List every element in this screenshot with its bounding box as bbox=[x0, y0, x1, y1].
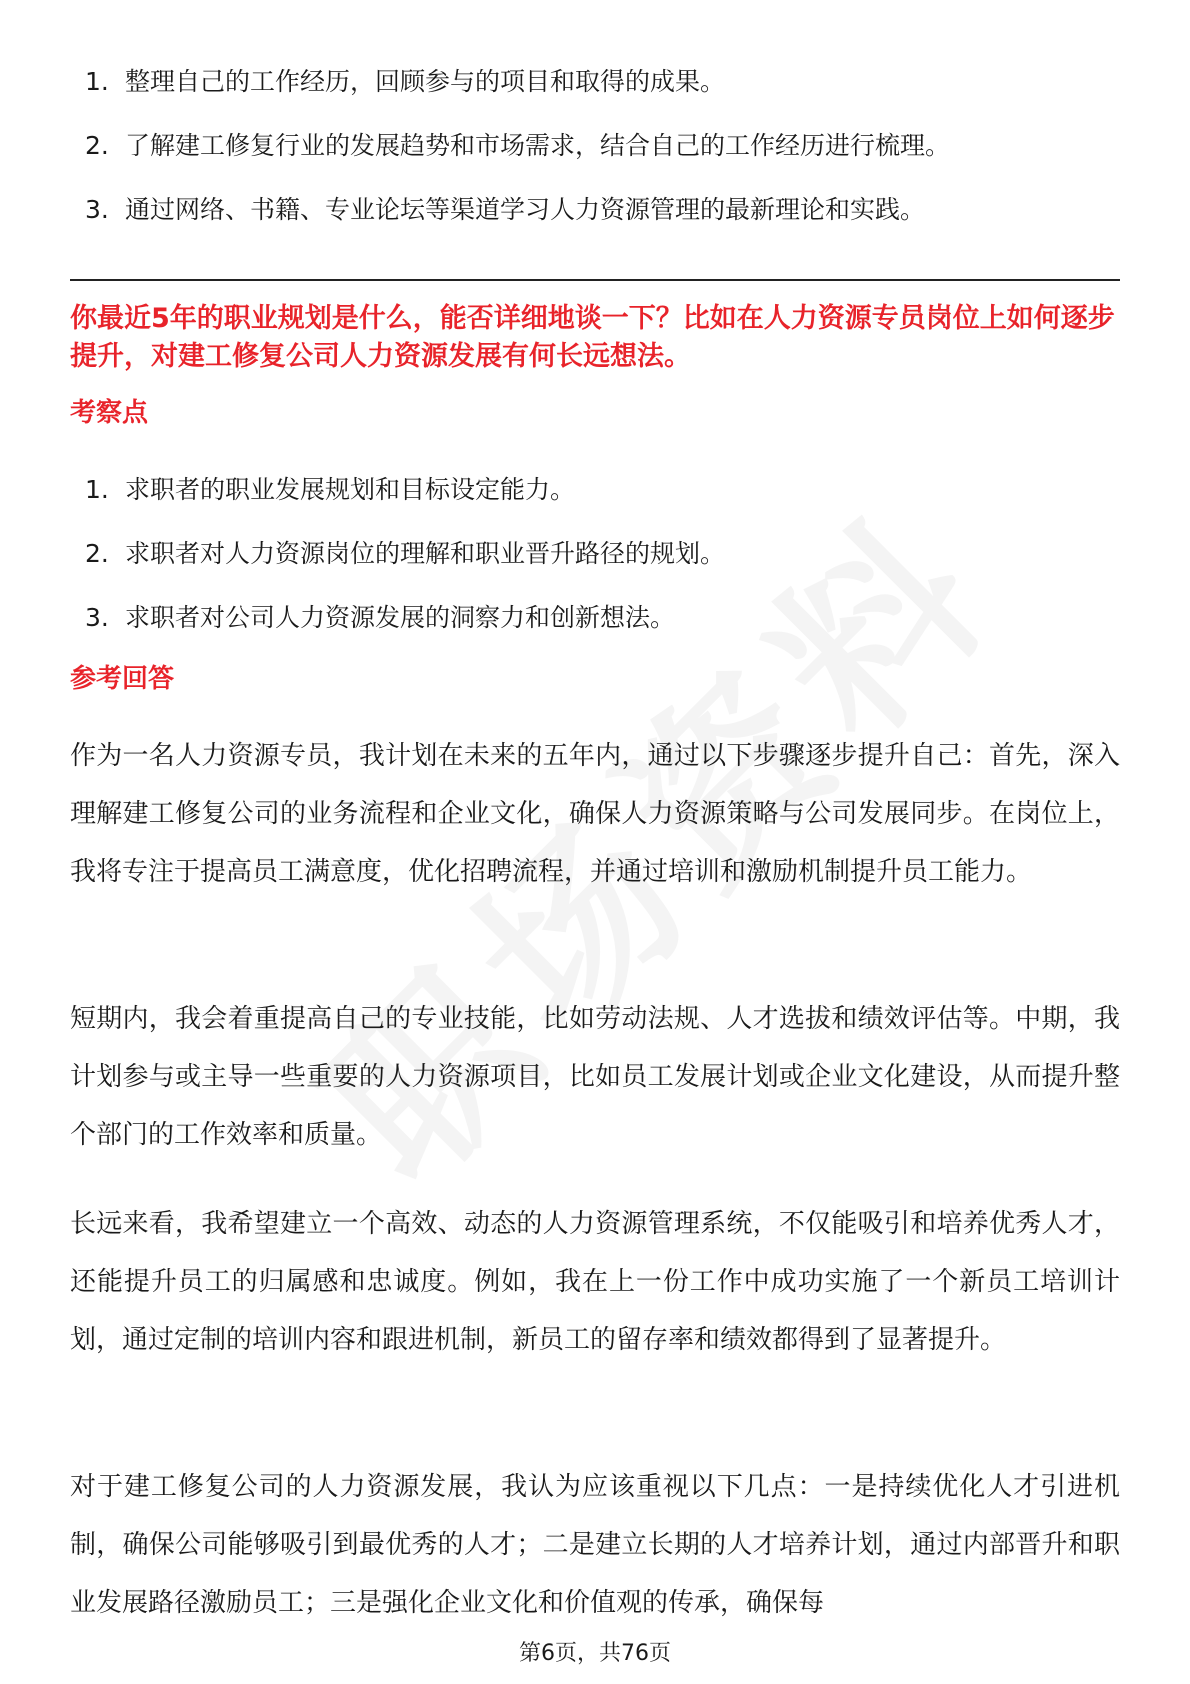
list-number: 1. bbox=[85, 67, 109, 96]
list-number: 1. bbox=[85, 475, 109, 504]
list-number: 2. bbox=[85, 131, 109, 160]
list-item bbox=[85, 130, 950, 194]
list-text: 求职者对公司人力资源发展的洞察力和创新想法。 bbox=[125, 603, 676, 632]
list-number: 3. bbox=[85, 603, 109, 632]
page-number: 第6页，共76页 bbox=[519, 1641, 671, 1666]
list-item bbox=[85, 538, 725, 602]
examine-list bbox=[85, 474, 725, 666]
list-item bbox=[85, 602, 725, 666]
answer-paragraph: 长远来看，我希望建立一个高效、动态的人力资源管理系统，不仅能吸引和培养优秀人才，还能提升员工的归属感和忠诚度。例如，我在上一份工作中成功实施了一个新员工培训计划，通过定制的培训内容和跟进机制，新员工的留存率和绩效都得到了显著提升。 bbox=[70, 1209, 1120, 1355]
list-text: 整理自己的工作经历，回顾参与的项目和取得的成果。 bbox=[125, 67, 726, 96]
list-text: 求职者的职业发展规划和目标设定能力。 bbox=[125, 475, 576, 504]
answer-paragraph: 作为一名人力资源专员，我计划在未来的五年内，通过以下步骤逐步提升自己：首先，深入理解建工修复公司的业务流程和企业文化，确保人力资源策略与公司发展同步。在岗位上，我将专注于提高员工满意度，优化招聘流程，并通过培训和激励机制提升员工能力。 bbox=[70, 741, 1120, 887]
list-item bbox=[85, 194, 950, 258]
list-item bbox=[85, 66, 950, 130]
list-text: 了解建工修复行业的发展趋势和市场需求，结合自己的工作经历进行梳理。 bbox=[125, 131, 951, 160]
list-number: 2. bbox=[85, 539, 109, 568]
section-divider bbox=[70, 279, 1120, 281]
list-text: 求职者对人力资源岗位的理解和职业晋升路径的规划。 bbox=[125, 539, 726, 568]
list-text: 通过网络、书籍、专业论坛等渠道学习人力资源管理的最新理论和实践。 bbox=[125, 195, 926, 224]
answer-heading: 参考回答 bbox=[70, 664, 175, 694]
examine-heading: 考察点 bbox=[70, 398, 149, 428]
list-number: 3. bbox=[85, 195, 109, 224]
preparation-list bbox=[85, 66, 950, 258]
interview-question: 你最近5年的职业规划是什么，能否详细地谈一下？比如在人力资源专员岗位上如何逐步提升，对建工修复公司人力资源发展有何长远想法。 bbox=[70, 303, 1115, 372]
list-item bbox=[85, 474, 725, 538]
answer-paragraph: 对于建工修复公司的人力资源发展，我认为应该重视以下几点：一是持续优化人才引进机制，确保公司能够吸引到最优秀的人才；二是建立长期的人才培养计划，通过内部晋升和职业发展路径激励员工；三是强化企业文化和价值观的传承，确保每 bbox=[70, 1472, 1120, 1618]
answer-paragraph: 短期内，我会着重提高自己的专业技能，比如劳动法规、人才选拔和绩效评估等。中期，我计划参与或主导一些重要的人力资源项目，比如员工发展计划或企业文化建设，从而提升整个部门的工作效率和质量。 bbox=[70, 1004, 1120, 1150]
